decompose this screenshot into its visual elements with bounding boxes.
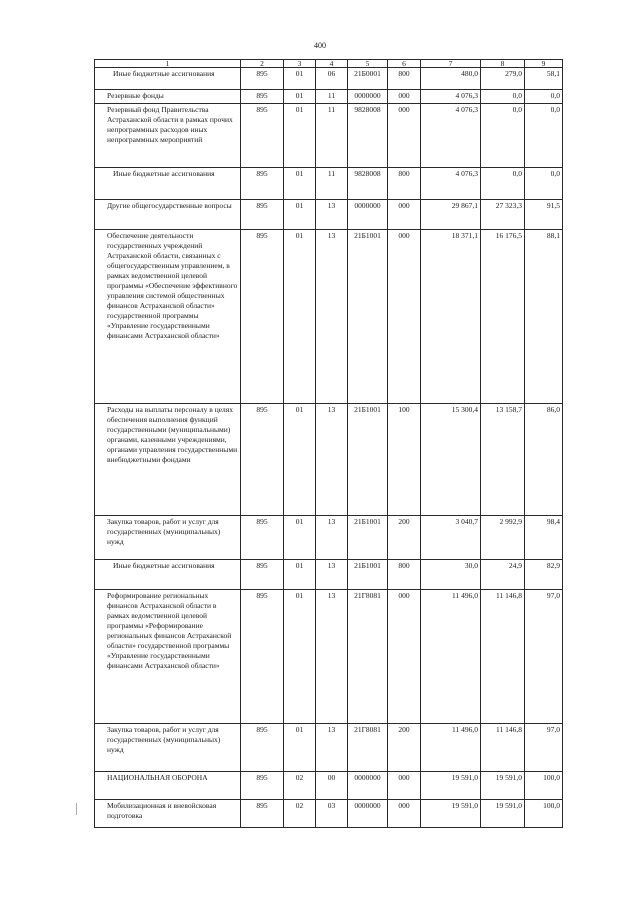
row-name: Реформирование региональных финансов Астраханской области в рамках ведомственной целевой программы «Реформирование региональных финансов Астраханской области» государственной программы «Управление государственными финансами Астраханской области» <box>95 590 241 724</box>
row-subsection: 13 <box>316 724 348 772</box>
row-name: Резервный фонд Правительства Астраханской области в рамках прочих непрограммных расходов иных непрограммных мероприятий <box>95 104 241 168</box>
row-plan: 15 300,4 <box>421 404 481 516</box>
column-number: 1 <box>95 60 241 68</box>
row-name: Резервные фонды <box>95 90 241 104</box>
row-expense-type: 000 <box>388 90 421 104</box>
row-percent: 98,4 <box>525 516 563 560</box>
row-expense-type: 200 <box>388 516 421 560</box>
row-plan: 11 496,0 <box>421 724 481 772</box>
row-target-article: 21Б1001 <box>348 560 388 590</box>
row-percent: 0,0 <box>525 90 563 104</box>
table-row <box>95 516 563 560</box>
row-name: Закупка товаров, работ и услуг для государственных (муниципальных) нужд <box>95 724 241 772</box>
row-name: Закупка товаров, работ и услуг для государственных (муниципальных) нужд <box>95 516 241 560</box>
row-name: Обеспечение деятельности государственных учреждений Астраханской области, связанных с общегосударственным управлением, в рамках ведомственной целевой программы «Обеспечение эффективного управления системой общественных финансов Астраханской области» государственной программы «Управление государственными финансами Астраханской области» <box>95 230 241 404</box>
table-row <box>95 230 563 404</box>
row-section: 01 <box>284 68 316 90</box>
row-name: Иные бюджетные ассигнования <box>95 168 241 200</box>
row-percent: 100,0 <box>525 800 563 828</box>
row-target-article: 21Б1001 <box>348 404 388 516</box>
row-percent: 82,9 <box>525 560 563 590</box>
table-row <box>95 68 563 90</box>
row-section: 01 <box>284 560 316 590</box>
row-ministry-code: 895 <box>241 68 284 90</box>
row-expense-type: 800 <box>388 560 421 590</box>
row-target-article: 21Г8081 <box>348 590 388 724</box>
row-executed: 2 992,9 <box>481 516 525 560</box>
row-subsection: 00 <box>316 772 348 800</box>
row-name: Иные бюджетные ассигнования <box>95 560 241 590</box>
column-number: 6 <box>388 60 421 68</box>
row-subsection: 13 <box>316 230 348 404</box>
row-executed: 0,0 <box>481 168 525 200</box>
table-header-row <box>95 60 563 68</box>
row-ministry-code: 895 <box>241 800 284 828</box>
row-target-article: 21Б1001 <box>348 230 388 404</box>
budget-table <box>94 59 563 828</box>
row-name: Другие общегосударственные вопросы <box>95 200 241 230</box>
row-section: 02 <box>284 800 316 828</box>
row-ministry-code: 895 <box>241 590 284 724</box>
row-section: 01 <box>284 200 316 230</box>
row-plan: 4 076,3 <box>421 168 481 200</box>
row-target-article: 21Г8081 <box>348 724 388 772</box>
row-plan: 4 076,3 <box>421 104 481 168</box>
row-ministry-code: 895 <box>241 516 284 560</box>
row-subsection: 03 <box>316 800 348 828</box>
row-section: 01 <box>284 230 316 404</box>
row-target-article: 0000000 <box>348 90 388 104</box>
table-row <box>95 560 563 590</box>
row-ministry-code: 895 <box>241 560 284 590</box>
row-plan: 19 591,0 <box>421 772 481 800</box>
row-target-article: 9828008 <box>348 104 388 168</box>
row-expense-type: 100 <box>388 404 421 516</box>
row-plan: 18 371,1 <box>421 230 481 404</box>
row-executed: 13 158,7 <box>481 404 525 516</box>
row-percent: 97,0 <box>525 724 563 772</box>
row-percent: 58,1 <box>525 68 563 90</box>
row-executed: 27 323,3 <box>481 200 525 230</box>
table-row <box>95 104 563 168</box>
row-expense-type: 800 <box>388 68 421 90</box>
row-name: Иные бюджетные ассигнования <box>95 68 241 90</box>
column-number: 7 <box>421 60 481 68</box>
row-section: 01 <box>284 168 316 200</box>
table-row <box>95 200 563 230</box>
row-percent: 0,0 <box>525 168 563 200</box>
row-expense-type: 200 <box>388 724 421 772</box>
column-number: 9 <box>525 60 563 68</box>
row-section: 01 <box>284 404 316 516</box>
row-subsection: 11 <box>316 90 348 104</box>
column-number: 4 <box>316 60 348 68</box>
row-expense-type: 000 <box>388 104 421 168</box>
row-name: НАЦИОНАЛЬНАЯ ОБОРОНА <box>95 772 241 800</box>
row-section: 01 <box>284 104 316 168</box>
row-ministry-code: 895 <box>241 104 284 168</box>
table-row <box>95 772 563 800</box>
row-subsection: 06 <box>316 68 348 90</box>
row-name: Мобилизационная и вневойсковая подготовка <box>95 800 241 828</box>
row-executed: 11 146,8 <box>481 590 525 724</box>
row-ministry-code: 895 <box>241 724 284 772</box>
table-row <box>95 404 563 516</box>
row-plan: 480,0 <box>421 68 481 90</box>
row-executed: 0,0 <box>481 104 525 168</box>
row-plan: 11 496,0 <box>421 590 481 724</box>
row-executed: 24,9 <box>481 560 525 590</box>
row-percent: 86,0 <box>525 404 563 516</box>
row-percent: 97,0 <box>525 590 563 724</box>
row-name: Расходы на выплаты персоналу в целях обеспечения выполнения функций государственными (муниципальными) органами, казенными учреждениями, органами управления государственными внебюджетными фондами <box>95 404 241 516</box>
row-subsection: 11 <box>316 104 348 168</box>
row-executed: 11 146,8 <box>481 724 525 772</box>
row-plan: 19 591,0 <box>421 800 481 828</box>
margin-mark <box>76 803 77 815</box>
row-plan: 29 867,1 <box>421 200 481 230</box>
row-subsection: 13 <box>316 560 348 590</box>
row-ministry-code: 895 <box>241 168 284 200</box>
row-plan: 30,0 <box>421 560 481 590</box>
row-ministry-code: 895 <box>241 230 284 404</box>
row-percent: 0,0 <box>525 104 563 168</box>
row-executed: 19 591,0 <box>481 772 525 800</box>
row-target-article: 21Б0001 <box>348 68 388 90</box>
column-number: 3 <box>284 60 316 68</box>
row-expense-type: 000 <box>388 772 421 800</box>
row-section: 02 <box>284 772 316 800</box>
row-section: 01 <box>284 90 316 104</box>
column-number: 2 <box>241 60 284 68</box>
row-target-article: 0000000 <box>348 200 388 230</box>
row-subsection: 13 <box>316 516 348 560</box>
row-section: 01 <box>284 516 316 560</box>
row-executed: 0,0 <box>481 90 525 104</box>
row-percent: 91,5 <box>525 200 563 230</box>
row-expense-type: 000 <box>388 590 421 724</box>
row-expense-type: 000 <box>388 200 421 230</box>
row-subsection: 13 <box>316 590 348 724</box>
row-plan: 4 076,3 <box>421 90 481 104</box>
row-percent: 100,0 <box>525 772 563 800</box>
table-row <box>95 168 563 200</box>
row-subsection: 11 <box>316 168 348 200</box>
row-ministry-code: 895 <box>241 404 284 516</box>
row-executed: 16 176,5 <box>481 230 525 404</box>
row-expense-type: 800 <box>388 168 421 200</box>
row-target-article: 9828008 <box>348 168 388 200</box>
row-target-article: 21Б1001 <box>348 516 388 560</box>
column-number: 5 <box>348 60 388 68</box>
table-row <box>95 724 563 772</box>
row-expense-type: 000 <box>388 230 421 404</box>
row-target-article: 0000000 <box>348 772 388 800</box>
column-number: 8 <box>481 60 525 68</box>
table-row <box>95 590 563 724</box>
row-plan: 3 040,7 <box>421 516 481 560</box>
table-row <box>95 90 563 104</box>
row-section: 01 <box>284 590 316 724</box>
page-number: 400 <box>314 41 326 50</box>
row-expense-type: 000 <box>388 800 421 828</box>
row-executed: 279,0 <box>481 68 525 90</box>
row-executed: 19 591,0 <box>481 800 525 828</box>
row-ministry-code: 895 <box>241 200 284 230</box>
row-ministry-code: 895 <box>241 772 284 800</box>
row-percent: 88,1 <box>525 230 563 404</box>
table-row <box>95 800 563 828</box>
row-subsection: 13 <box>316 200 348 230</box>
row-target-article: 0000000 <box>348 800 388 828</box>
row-ministry-code: 895 <box>241 90 284 104</box>
row-subsection: 13 <box>316 404 348 516</box>
row-section: 01 <box>284 724 316 772</box>
